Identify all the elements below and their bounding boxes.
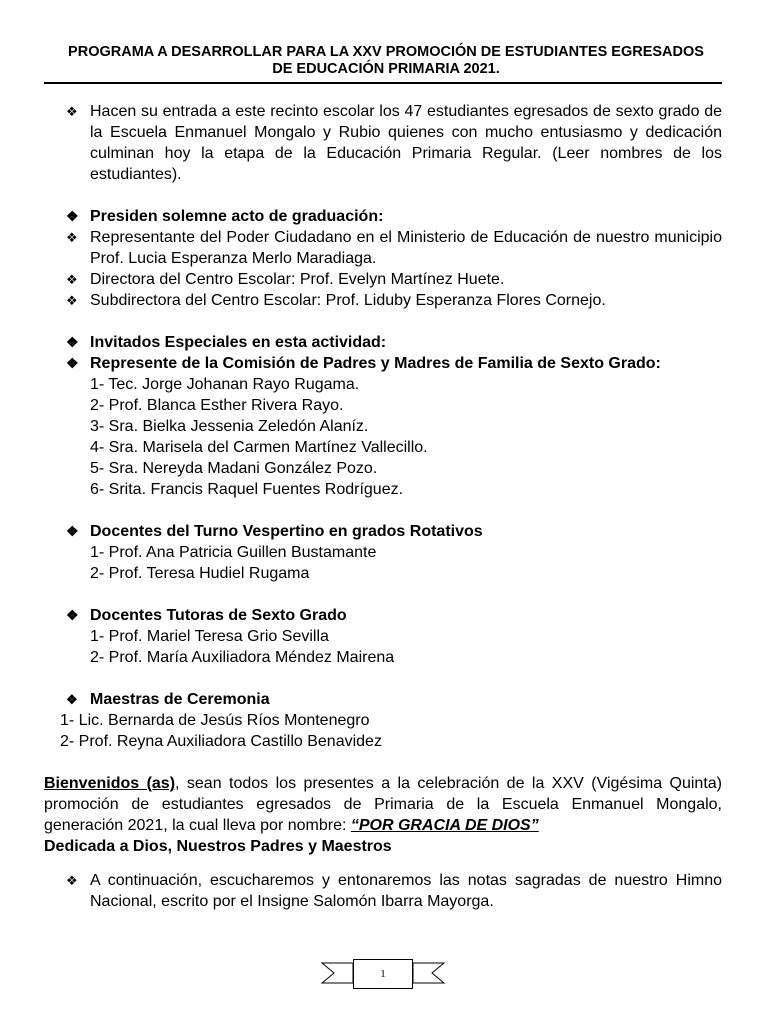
welcome-text: , sean todos los presentes a la celebración de la XXV (Vigésima Quinta) promoción de estudiantes egresados de Primaria de la Escuela Enmanuel Mongalo, generación 2021, la cual lleva por nombre: (44, 775, 723, 834)
bullet-diamond-icon: ❖ (66, 208, 79, 224)
presiden-heading (44, 206, 722, 227)
list-item: 4- Sra. Marisela del Carmen Martínez Vallecillo. (90, 439, 428, 456)
presiden-heading-text: Presiden solemne acto de graduación: (90, 208, 384, 225)
list-item: 1- Prof. Ana Patricia Guillen Bustamante (90, 544, 377, 561)
list-item: 5- Sra. Nereyda Madani González Pozo. (90, 460, 378, 477)
himno-paragraph (44, 870, 722, 912)
himno-text: A continuación, escucharemos y entonaremos las notas sagradas de nuestro Himno Nacional, escrito por el Insigne Salomón Ibarra Mayorga. (90, 872, 722, 910)
tutoras-heading-text: Docentes Tutoras de Sexto Grado (90, 607, 347, 624)
bullet-diamond-icon: ❖ (66, 104, 78, 119)
list-item: 2- Prof. Reyna Auxiliadora Castillo Benavidez (60, 733, 382, 750)
presiden-item: Representante del Poder Ciudadano en el Ministerio de Educación de nuestro municipio Prof. Lucia Esperanza Merlo Maradiaga. (90, 229, 722, 267)
motto: “POR GRACIA DE DIOS” (350, 817, 539, 834)
page-number-scroll (320, 955, 446, 989)
intro-text: Hacen su entrada a este recinto escolar los 47 estudiantes egresados de sexto grado de la Escuela Enmanuel Mongalo y Rubio quienes con mucho entusiasmo y dedicación culminan hoy la etapa de la Educación Primaria Regular. (Leer nombres de los estudiantes). (90, 103, 722, 183)
document-body (44, 101, 722, 912)
list-item: 1- Tec. Jorge Johanan Rayo Rugama. (90, 376, 360, 393)
bullet-diamond-icon: ❖ (66, 355, 79, 371)
bullet-diamond-icon: ❖ (66, 607, 79, 623)
list-item (44, 227, 722, 269)
invitados-heading-text: Invitados Especiales en esta actividad: (90, 334, 387, 351)
presiden-item: Subdirectora del Centro Escolar: Prof. Liduby Esperanza Flores Cornejo. (90, 292, 606, 309)
title-line-2: DE EDUCACIÓN PRIMARIA 2021. (272, 61, 500, 77)
comision-heading-text: Represente de la Comisión de Padres y Madres de Familia de Sexto Grado: (90, 355, 661, 372)
tutoras-heading (44, 605, 722, 626)
welcome-lead: Bienvenidos (as) (44, 775, 176, 792)
title-line-1: PROGRAMA A DESARROLLAR PARA LA XXV PROMOCIÓN DE ESTUDIANTES EGRESADOS (68, 44, 704, 60)
bullet-diamond-icon: ❖ (66, 692, 78, 707)
bullet-diamond-icon: ❖ (66, 293, 78, 308)
title-divider (44, 82, 722, 84)
intro-paragraph (44, 101, 722, 185)
list-item: 1- Lic. Bernarda de Jesús Ríos Montenegro (60, 712, 370, 729)
bullet-diamond-icon: ❖ (66, 230, 78, 245)
dedication: Dedicada a Dios, Nuestros Padres y Maestros (44, 838, 392, 855)
bullet-diamond-icon: ❖ (66, 334, 79, 350)
docentes-vespertino-heading (44, 521, 722, 542)
list-item (44, 290, 722, 311)
list-item: 2- Prof. Blanca Esther Rivera Rayo. (90, 397, 344, 414)
list-item: 2- Prof. María Auxiliadora Méndez Mairena (90, 649, 395, 666)
list-item (44, 269, 722, 290)
welcome-paragraph (44, 773, 722, 836)
bullet-diamond-icon: ❖ (66, 873, 78, 888)
page-title (40, 44, 732, 78)
list-item: 3- Sra. Bielka Jessenia Zeledón Alaníz. (90, 418, 369, 435)
page-number: 1 (353, 959, 413, 989)
docentes-vespertino-heading-text: Docentes del Turno Vespertino en grados Rotativos (90, 523, 483, 540)
invitados-heading (44, 332, 722, 353)
list-item: 1- Prof. Mariel Teresa Grio Sevilla (90, 628, 329, 645)
maestras-heading (44, 689, 722, 710)
list-item: 6- Srita. Francis Raquel Fuentes Rodríguez. (90, 481, 404, 498)
comision-heading (44, 353, 722, 374)
maestras-heading-text: Maestras de Ceremonia (90, 691, 270, 708)
bullet-diamond-icon: ❖ (66, 272, 78, 287)
presiden-item: Directora del Centro Escolar: Prof. Evelyn Martínez Huete. (90, 271, 505, 288)
bullet-diamond-icon: ❖ (66, 523, 79, 539)
list-item: 2- Prof. Teresa Hudiel Rugama (90, 565, 310, 582)
